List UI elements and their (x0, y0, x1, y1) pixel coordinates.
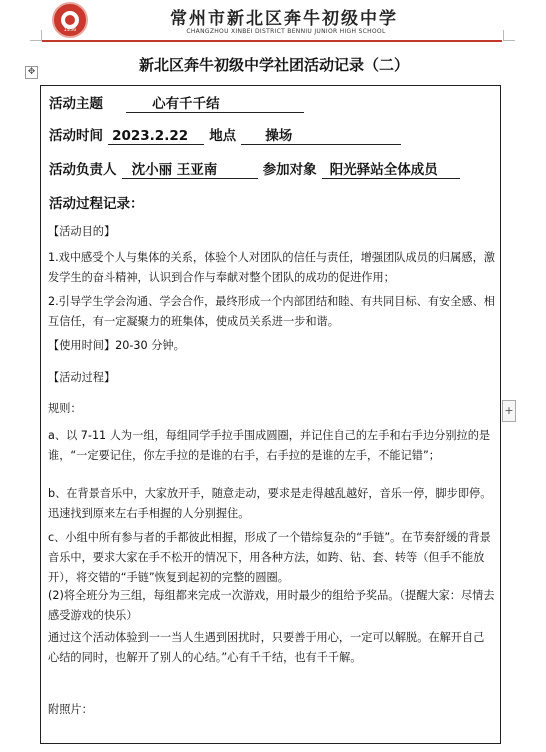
header-divider (42, 40, 502, 42)
goal-paragraph-1: 1.戏中感受个人与集体的关系，体验个人对团队的信任与责任，增强团队成员的归属感，激发学生的奋斗精神，认识到合作与奉献对整个团队的成功的促进作用； (48, 251, 495, 284)
rule-c-paragraph: c、小组中所有参与者的手都彼此相握，形成了一个错综复杂的“手链”。在节奏舒缓的背景音乐中，要求大家在手不松开的情况下，用各种方法，如跨、钻、套、转等（但手不能放开），将交错的“手链”恢复到起初的完整的圆圈。 (48, 531, 491, 584)
process-record-row (49, 192, 144, 212)
school-name-english: CHANGZHOU XINBEI DISTRICT BENNIU JUNIOR HIGH SCHOOL (186, 28, 386, 35)
theme-row (49, 92, 304, 113)
rules-label: 规则： (48, 402, 82, 415)
logo-year: 1956 (63, 27, 77, 33)
page-corner-mark (503, 40, 515, 41)
process-record-label: 活动过程记录： (49, 196, 144, 212)
activity-record-table (40, 85, 501, 744)
place-value[interactable]: 操场 (241, 124, 401, 145)
time-place-row (49, 124, 401, 145)
process-heading: 【活动过程】 (48, 371, 116, 384)
goal-heading: 【活动目的】 (48, 225, 116, 238)
leader-target-row (49, 158, 460, 179)
target-label: 参加对象 (262, 162, 317, 178)
rule-a-paragraph: a、以 7-11 人为一组，每组同学手拉手围成圆圈，并记住自己的左手和右手边分别拉的是谁，“一定要记住，你左手拉的是谁的右手，右手拉的是谁的左手，不能记错”； (48, 429, 491, 462)
leader-label: 活动负责人 (49, 162, 117, 178)
document-title: 新北区奔牛初级中学社团活动记录（二） (138, 56, 409, 74)
rule-b-paragraph: b、在背景音乐中，大家放开手，随意走动，要求是走得越乱越好，音乐一停，脚步即停。迅速找到原来左右手相握的人分别握住。 (48, 487, 492, 520)
theme-label: 活动主题 (49, 96, 103, 112)
duration-text: 【使用时间】20-30 分钟。 (48, 339, 185, 352)
rule-2-paragraph: (2)将全班分为三组，每组都来完成一次游戏，用时最少的组给予奖品。（提醒大家：尽情去感受游戏的快乐） (48, 589, 495, 622)
school-header (44, 2, 524, 40)
goal-paragraph-2: 2.引导学生学会沟通、学会合作，最终形成一个内部团结和睦、有共同目标、有安全感、相互信任，有一定凝聚力的班集体，使成员关系进一步和谐。 (48, 295, 495, 328)
time-label: 活动时间 (49, 128, 103, 144)
target-value[interactable]: 阳光驿站全体成员 (322, 158, 460, 179)
table-move-handle-icon[interactable]: ✥ (25, 66, 38, 79)
photos-label: 附照片： (48, 703, 93, 716)
school-logo (52, 2, 88, 38)
leader-value[interactable]: 沈小丽 王亚南 (122, 158, 258, 179)
time-value[interactable]: 2023.2.22 (108, 128, 204, 145)
summary-paragraph: 通过这个活动体验到一一当人生遇到困扰时，只要善于用心，一定可以解脱。在解开自己心结的同时，也解开了别人的心结。”心有千千结，也有千千解。 (48, 631, 485, 664)
place-label: 地点 (209, 128, 237, 144)
school-name-chinese: 常州市新北区奔牛初级中学 (170, 9, 398, 29)
theme-value[interactable]: 心有千千结 (126, 92, 304, 113)
add-row-icon[interactable]: + (502, 400, 516, 422)
